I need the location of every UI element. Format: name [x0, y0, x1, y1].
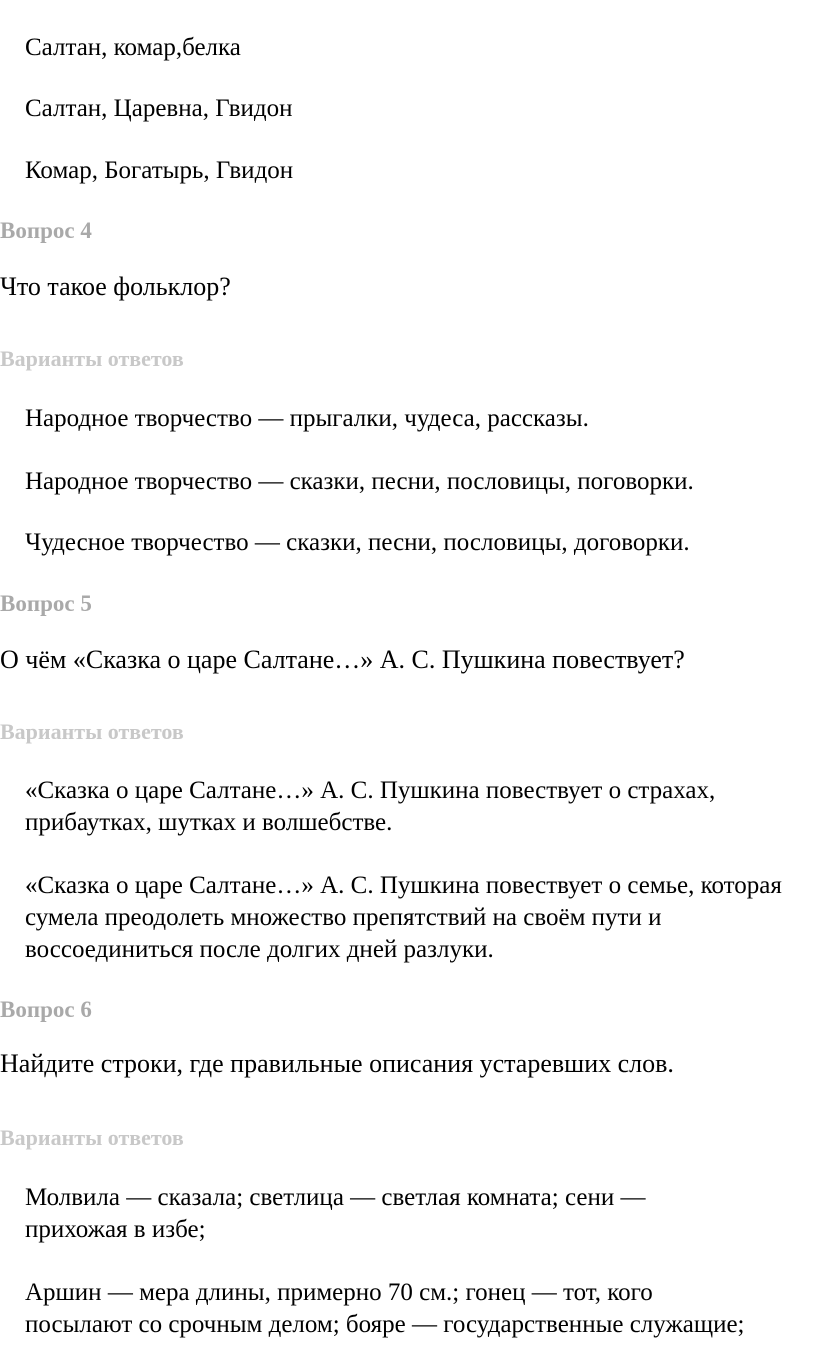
question-number: Вопрос 5 [0, 591, 92, 616]
answer-option: Молвила — сказала; светлица — светлая комната; сени — прихожая в избе; [25, 1184, 646, 1243]
answer-variants-heading: Варианты ответов [0, 719, 184, 744]
question-text: Найдите строки, где правильные описания устаревших слов. [0, 1049, 674, 1078]
answer-option: Чудесное творчество — сказки, песни, пословицы, договорки. [25, 529, 690, 556]
question-text: Что такое фольклор? [0, 272, 231, 301]
answer-option: Комар, Богатырь, Гвидон [25, 157, 294, 184]
answer-option: Народное творчество — сказки, песни, пословицы, поговорки. [25, 468, 694, 495]
answer-variants-heading: Варианты ответов [0, 346, 184, 371]
question-text: О чём «Сказка о царе Салтане…» А. С. Пушкина повествует? [0, 645, 685, 674]
answer-option: «Сказка о царе Салтане…» А. С. Пушкина повествует о страхах, прибаутках, шутках и волшебстве. [25, 777, 716, 836]
answer-variants-heading: Варианты ответов [0, 1125, 184, 1150]
question-number: Вопрос 4 [0, 218, 92, 243]
answer-option: Салтан, комар,белка [25, 34, 241, 61]
question-number: Вопрос 6 [0, 997, 92, 1022]
answer-option: Салтан, Царевна, Гвидон [25, 95, 293, 122]
answer-option: Народное творчество — прыгалки, чудеса, рассказы. [25, 405, 589, 432]
answer-option: «Сказка о царе Салтане…» А. С. Пушкина повествует о семье, которая сумела преодолеть множество препятствий на своём пути и воссоединиться после долгих дней разлуки. [25, 872, 782, 963]
answer-option: Аршин — мера длины, примерно 70 см.; гонец — тот, кого посылают со срочным делом; бояре — государственные служащие; [25, 1279, 745, 1338]
